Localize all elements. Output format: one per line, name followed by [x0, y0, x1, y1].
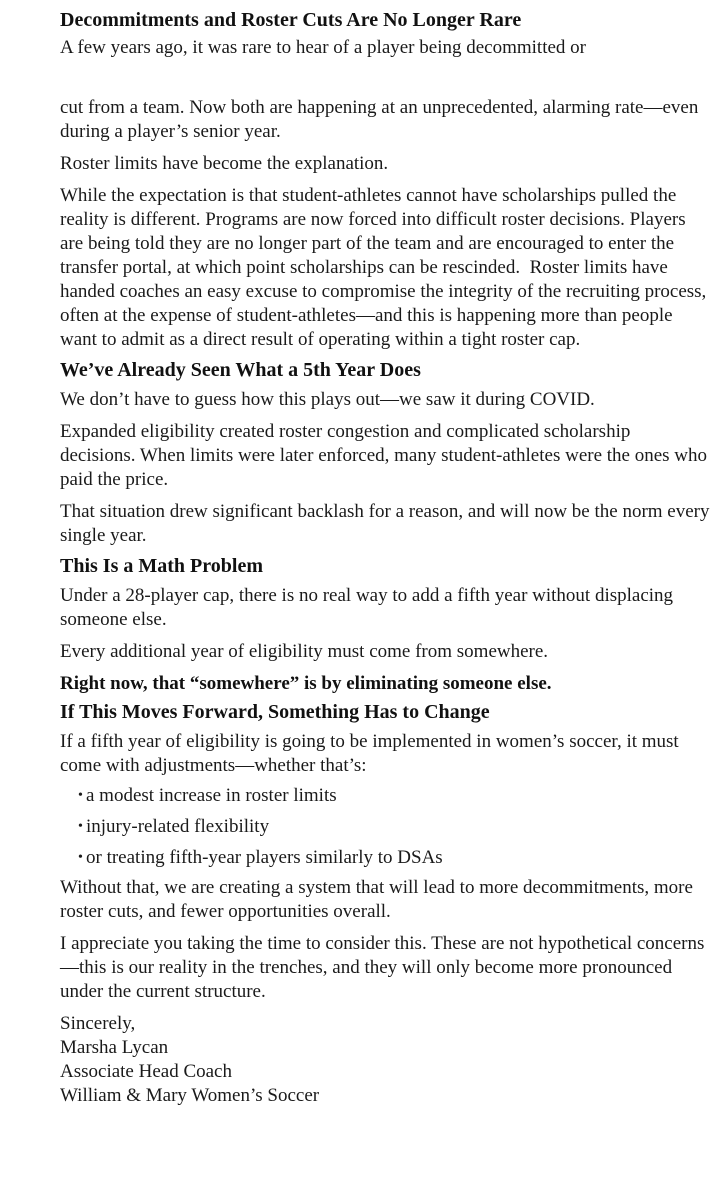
adjustments-list [60, 784, 710, 870]
paragraph: While the expectation is that student-athletes cannot have scholarships pulled the reality is different. Programs are now forced into difficult roster decisions. Players are being told they are no longer part of the team and are encouraged to enter the transfer portal, at which point scholarships can be rescinded. Roster limits have handed coaches an easy excuse to compromise the integrity of the recruiting process, often at the expense of student-athletes—and this is happening more than people want to admit as a direct result of operating within a tight roster cap. [60, 185, 707, 350]
list-item: • injury-related flexibility [78, 816, 270, 837]
paragraph: Expanded eligibility created roster congestion and complicated scholarship decisions. When limits were later enforced, many student-athletes were the ones who paid the price. [60, 421, 708, 490]
emphasis-paragraph: Right now, that “somewhere” is by eliminating someone else. [60, 673, 552, 694]
list-item: • or treating fifth-year players similarly to DSAs [78, 847, 443, 868]
letter-body [60, 6, 710, 1108]
paragraph: Under a 28-player cap, there is no real way to add a fifth year without displacing someone else. [60, 585, 674, 630]
list-item: • a modest increase in roster limits [78, 785, 337, 806]
paragraph: Without that, we are creating a system that will lead to more decommitments, more roster cuts, and fewer opportunities overall. [60, 877, 693, 922]
section-heading-something-has-to-change: If This Moves Forward, Something Has to Change [60, 701, 490, 723]
paragraph: I appreciate you taking the time to consider this. These are not hypothetical concerns—this is our reality in the trenches, and they will only become more pronounced under the current structure. [60, 933, 705, 1002]
signature-name: Marsha Lycan [60, 1037, 169, 1058]
section-heading-decommitments: Decommitments and Roster Cuts Are No Longer Rare [60, 9, 522, 31]
signature-organization: William & Mary Women’s Soccer [60, 1085, 320, 1106]
paragraph-lead: A few years ago, it was rare to hear of a player being decommitted or [60, 37, 586, 58]
signature-title: Associate Head Coach [60, 1061, 232, 1082]
paragraph: Every additional year of eligibility must come from somewhere. [60, 641, 549, 662]
signature-closing: Sincerely, [60, 1013, 136, 1034]
section-heading-5th-year: We’ve Already Seen What a 5th Year Does [60, 359, 421, 381]
bullet-icon: • [78, 850, 83, 865]
paragraph: We don’t have to guess how this plays out—we saw it during COVID. [60, 389, 595, 410]
paragraph: cut from a team. Now both are happening at an unprecedented, alarming rate—even during a player’s senior year. [60, 97, 699, 142]
paragraph: If a fifth year of eligibility is going to be implemented in women’s soccer, it must come with adjustments—whether that’s: [60, 731, 679, 776]
signature-block [60, 1012, 710, 1108]
bullet-icon: • [78, 788, 83, 803]
bullet-icon: • [78, 819, 83, 834]
paragraph: That situation drew significant backlash for a reason, and will now be the norm every single year. [60, 501, 710, 546]
section-heading-math-problem: This Is a Math Problem [60, 555, 263, 577]
paragraph: Roster limits have become the explanation. [60, 153, 389, 174]
